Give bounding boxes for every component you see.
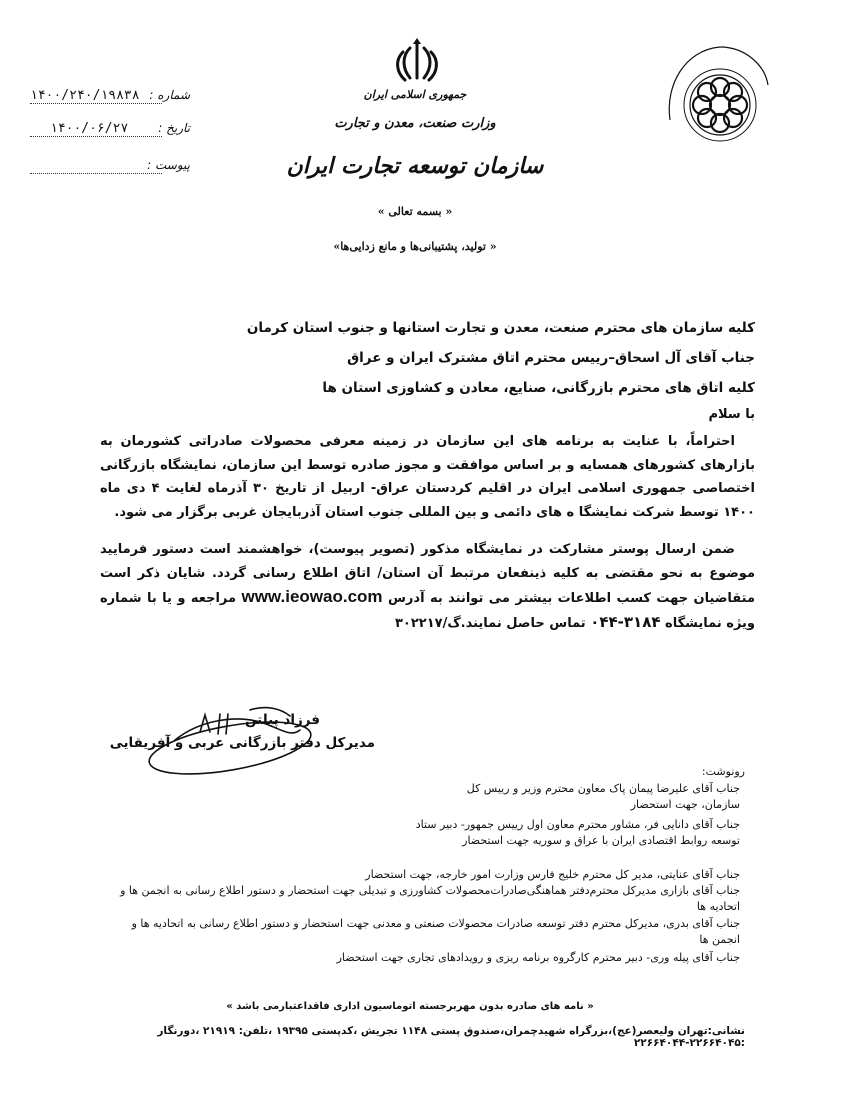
signatory-name: فرزاد پیلتن — [244, 712, 320, 728]
letter-date-value: ۱۴۰۰/۰۶/۲۷ — [50, 121, 129, 136]
ministry-name: وزارت صنعت، معدن و تجارت — [334, 116, 496, 131]
iran-emblem-icon — [393, 38, 441, 86]
body-paragraph-1: احتراماً، با عنایت به برنامه های این سازمان در زمینه معرفی محصولات صادراتی کشورمان به بازارهای کشورهای همسایه و بر اساس موافقت و مجوز صادره توسط این سازمان، نمایشگاه بازرگانی اختصاصی جمهوری اسلامی ایران در اقلیم کردستان عراق- اربیل از تاریخ ۳۰ آذرماه لغایت ۴ دی ماه ۱۴۰۰ توسط شرکت نمایشگا ه های دائمی و بین المللی جنوب استان آذربایجان غربی برگزار می شود. — [100, 434, 755, 520]
greeting: با سلام — [708, 407, 755, 422]
footer-address: نشانی:تهران ولیعصر(عج)،بزرگراه شهیدچمران،صندوق پستی ۱۱۴۸ تجریش ،کدپستی ۱۹۳۹۵ ،تلفن: ۲۱۹۱۹ ،دورنگار :۲۲۶۶۴۰۴۵-۲۲۶۶۴۰۴۴ — [157, 1025, 745, 1049]
cc-item: جناب آقای علیرضا پیمان پاک معاون محترم وزیر و رییس کل سازمان، جهت استحضار — [466, 782, 740, 811]
exhibition-phone: ۰۴۴-۳۱۸۴ — [590, 612, 661, 631]
paragraph-2-text-cont: مراجعه و یا با شماره ویژه نمایشگاه — [100, 591, 755, 631]
paragraph-2-text: ضمن ارسال پوستر مشارکت در نمایشگاه مذکور (تصویر پیوست)، خواهشمند است دستور فرمایید موضوع به نحو مقتضی به کلیه ذینفعان مرتبط آن استان/ اتاق اطلاع رسانی گردد. شایان ذکر است متقاضیان جهت کسب اطلاعات بیشتر می توانند به آدرس — [100, 542, 755, 606]
cc-item: جناب آقای پیله وری- دبیر محترم کارگروه برنامه ریزی و رویدادهای تجاری جهت استحضار — [336, 951, 740, 964]
cc-item: جناب آقای دانایی فر، مشاور محترم معاون اول رییس جمهور- دبیر ستاد توسعه روابط اقتصادی ایران با عراق و سوریه جهت استحضار — [415, 818, 740, 847]
slogan: « تولید، پشتیبانی‌ها و مانع زدایی‌ها» — [333, 240, 497, 253]
attachment-row — [30, 158, 190, 176]
paragraph-2-ending: تماس حاصل نمایند.گ/۳۰۲۲۱۷ — [395, 615, 586, 631]
cc-item: جناب آقای بازاری مدیرکل محترم‌دفتر هماهنگی‌صادرات‌محصولات کشاورزی و تبدیلی جهت استحضار و دستور اطلاع رسانی به انجمن ها و اتحادیه ها — [120, 884, 740, 913]
republic-name: جمهوری اسلامی ایران — [363, 88, 467, 101]
cc-item: جناب آقای عنایتی، مدیر کل محترم خلیج فارس وزارت امور خارجه، جهت استحضار — [365, 868, 740, 881]
website-link[interactable]: www.ieowao.com — [241, 587, 383, 606]
dotted-line — [30, 136, 162, 137]
dotted-line — [30, 173, 162, 174]
attachment-label: پیوست : — [147, 158, 190, 172]
body-paragraph-2 — [100, 538, 755, 635]
tpo-star-logo-icon — [650, 25, 775, 155]
cc-title: رونوشت: — [701, 765, 745, 778]
letter-number-value: ۱۴۰۰/۲۴۰/۱۹۸۳۸ — [30, 88, 140, 103]
cc-item: جناب آقای بدری، مدیرکل محترم دفتر توسعه صادرات محصولات صنعتی و معدنی جهت استحضار و دستور اطلاع رسانی به اتحادیه ها و انجمن ها — [131, 917, 740, 946]
letter-date-label: تاریخ : — [158, 121, 190, 135]
basmala: « بسمه تعالی » — [377, 205, 453, 218]
addressee-line: کلیه اتاق های محترم بازرگانی، صنایع، معادن و کشاوزی استان ها — [322, 380, 755, 396]
dotted-line — [30, 103, 162, 104]
footer-note: « نامه های صادره بدون مهربرجسته اتوماسیون اداری فاقداعتبارمی باشد » — [226, 1001, 594, 1012]
letter-number-row — [30, 88, 190, 106]
letter-date-row — [30, 121, 190, 139]
letter-number-label: شماره : — [149, 88, 190, 102]
addressee-line: کلیه سازمان های محترم صنعت، معدن و تجارت استانها و جنوب استان کرمان — [246, 320, 755, 336]
signatory-title: مدیرکل دفتر بازرگانی عربی و آفریقایی — [109, 735, 375, 751]
addressee-line: جناب آقای آل اسحاق–رییس محترم اتاق مشترک ایران و عراق — [347, 350, 755, 366]
organization-name: سازمان توسعه تجارت ایران — [286, 153, 544, 179]
